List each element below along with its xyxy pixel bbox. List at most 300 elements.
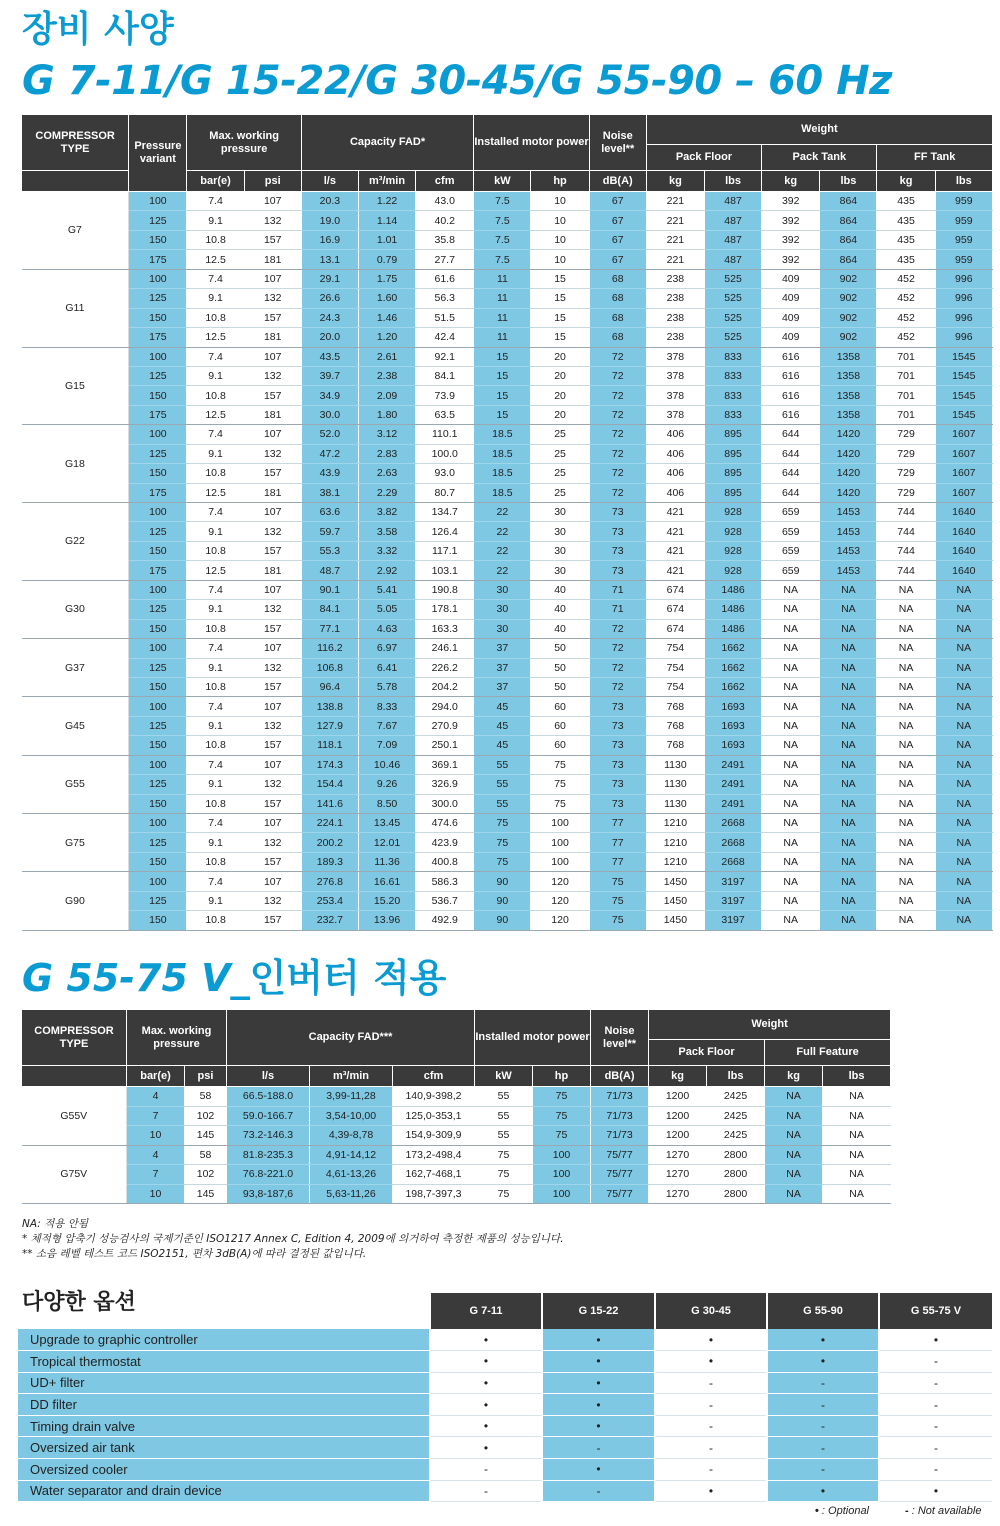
table-cell: 1420 [820, 483, 877, 502]
table-cell: 132 [244, 775, 301, 794]
table-row [22, 755, 993, 774]
table-cell: 525 [704, 289, 761, 308]
table-cell: NA [935, 891, 992, 910]
table-cell: 9.1 [187, 891, 244, 910]
table-cell: 435 [877, 192, 935, 211]
table-cell: 1210 [646, 833, 704, 852]
table-cell: 744 [877, 561, 935, 580]
page-title-korean: 장비 사양 [22, 9, 174, 50]
table-cell: NA [935, 755, 992, 774]
table-cell: 1210 [646, 814, 704, 833]
table-cell: 73 [589, 697, 646, 716]
table-cell: 20 [531, 405, 589, 424]
table-cell: 7.4 [187, 347, 244, 366]
options-header-blank [18, 1293, 430, 1329]
table-cell: 107 [244, 814, 301, 833]
table-cell: 50 [531, 639, 589, 658]
table-row [22, 211, 993, 230]
unit-header: dB(A) [589, 171, 646, 192]
table-cell: 1693 [704, 697, 761, 716]
table-cell: 392 [762, 211, 820, 230]
table-cell: 181 [244, 561, 301, 580]
unit-header: l/s [301, 171, 358, 192]
table-cell: 996 [935, 269, 992, 288]
option-name: DD filter [18, 1394, 430, 1416]
table-cell: 48.7 [301, 561, 358, 580]
option-name: Timing drain valve [18, 1415, 430, 1437]
compressor-type-cell: G30 [22, 580, 129, 638]
table-cell: 435 [877, 230, 935, 249]
table-cell: 134.7 [416, 503, 474, 522]
table-cell: 7.4 [187, 503, 244, 522]
table-cell: 996 [935, 308, 992, 327]
table-cell: 181 [244, 250, 301, 269]
table-cell: NA [877, 697, 935, 716]
table-cell: 10.8 [187, 911, 244, 930]
table-cell: 75 [475, 1165, 533, 1185]
table-cell: 73 [589, 561, 646, 580]
table-cell: NA [935, 872, 992, 891]
unit-header: kg [765, 1066, 823, 1087]
table-cell: 77 [589, 833, 646, 852]
table-cell: 125 [129, 522, 187, 541]
footnote-capacity: * 체적형 압축기 성능검사의 국제기준인 ISO1217 Annex C, Edition 4, 2009에 의거하여 측정한 제품의 성능입니다. [22, 1233, 564, 1245]
unit-header: kg [649, 1066, 707, 1087]
table-cell: NA [820, 852, 877, 871]
option-availability: - [655, 1372, 767, 1394]
table-cell: NA [762, 639, 820, 658]
table-cell: NA [877, 872, 935, 891]
table-cell: NA [820, 755, 877, 774]
table-row [22, 444, 993, 463]
table-cell: 181 [244, 483, 301, 502]
table-cell: 221 [646, 211, 704, 230]
table-cell: 150 [129, 230, 187, 249]
table-cell: 400.8 [416, 852, 474, 871]
header-motor-power: Installed motor power [474, 115, 589, 171]
table-cell: 421 [646, 522, 704, 541]
table-cell: 72 [589, 366, 646, 385]
table-cell: 768 [646, 736, 704, 755]
table-cell: 1453 [820, 522, 877, 541]
table-cell: 487 [704, 250, 761, 269]
table-cell: 125 [129, 211, 187, 230]
table-cell: 232.7 [301, 911, 358, 930]
option-name: Oversized cooler [18, 1459, 430, 1481]
table-cell: 47.2 [301, 444, 358, 463]
table-cell: 77 [589, 814, 646, 833]
footnote-na: NA: 적용 안됨 [22, 1218, 89, 1230]
table-cell: 1486 [704, 600, 761, 619]
section-title-inverter-korean: 인버터 적용 [249, 956, 447, 1000]
table-cell: 40 [531, 619, 589, 638]
table-cell: 18.5 [474, 425, 531, 444]
table-cell: 15 [474, 366, 531, 385]
table-cell: 2491 [704, 755, 761, 774]
table-cell: 959 [935, 230, 992, 249]
table-row [22, 891, 993, 910]
table-cell: 674 [646, 580, 704, 599]
table-cell: 132 [244, 891, 301, 910]
table-cell: 1607 [935, 425, 992, 444]
table-cell: 9.1 [187, 716, 244, 735]
table-cell: NA [762, 600, 820, 619]
footnote-noise: ** 소음 레벨 테스트 코드 ISO2151, 편차 3dB(A)에 따라 결정된 값입니다. [22, 1248, 367, 1260]
table-cell: 1.14 [358, 211, 415, 230]
compressor-type-cell: G75V [22, 1145, 127, 1204]
table-cell: 2800 [707, 1184, 765, 1204]
table-cell: 246.1 [416, 639, 474, 658]
table-cell: 150 [129, 677, 187, 696]
table-cell: 75 [589, 872, 646, 891]
table-cell: 7.5 [474, 192, 531, 211]
option-availability: • [430, 1415, 542, 1437]
table-cell: 56.3 [416, 289, 474, 308]
table-cell: 39.7 [301, 366, 358, 385]
compressor-type-cell: G75 [22, 814, 129, 872]
table-cell: 73 [589, 541, 646, 560]
table-cell: 107 [244, 872, 301, 891]
table-cell: 928 [704, 503, 761, 522]
table-cell: 90.1 [301, 580, 358, 599]
table-cell: 300.0 [416, 794, 474, 813]
table-cell: 68 [589, 328, 646, 347]
table-cell: 84.1 [301, 600, 358, 619]
table-cell: 902 [820, 328, 877, 347]
table-cell: 833 [704, 386, 761, 405]
table-cell: 157 [244, 464, 301, 483]
table-cell: 4 [127, 1145, 185, 1165]
table-cell: 15 [474, 386, 531, 405]
table-cell: 435 [877, 211, 935, 230]
table-cell: 72 [589, 483, 646, 502]
table-cell: 895 [704, 483, 761, 502]
table-cell: 1693 [704, 716, 761, 735]
option-name: Upgrade to graphic controller [18, 1329, 430, 1351]
table-cell: 157 [244, 230, 301, 249]
header-pack-tank: Pack Tank [762, 145, 877, 171]
table-cell: 132 [244, 444, 301, 463]
table-cell: 0.79 [358, 250, 415, 269]
table-cell: 157 [244, 794, 301, 813]
table-cell: 100 [129, 580, 187, 599]
table-cell: 221 [646, 230, 704, 249]
table-cell: 107 [244, 755, 301, 774]
table-row [22, 192, 993, 211]
table-cell: NA [935, 697, 992, 716]
table-cell: 13.1 [301, 250, 358, 269]
table-row [22, 250, 993, 269]
table-cell: 107 [244, 269, 301, 288]
table-cell: 729 [877, 444, 935, 463]
table-cell: 250.1 [416, 736, 474, 755]
table-cell: 145 [185, 1184, 227, 1204]
table-cell: 92.1 [416, 347, 474, 366]
table-cell: 125 [129, 600, 187, 619]
options-column-header: G 55-90 [767, 1293, 879, 1329]
table-cell: 15 [531, 269, 589, 288]
table-cell: 864 [820, 211, 877, 230]
table-row [22, 658, 993, 677]
option-availability: • [655, 1480, 767, 1502]
table-cell: 452 [877, 269, 935, 288]
legend-not-available [905, 1505, 981, 1517]
table-cell: 30 [474, 600, 531, 619]
table-cell: 406 [646, 425, 704, 444]
table-cell: 833 [704, 347, 761, 366]
table-cell: 1453 [820, 541, 877, 560]
table-cell: 1450 [646, 891, 704, 910]
table-cell: 452 [877, 308, 935, 327]
table-cell: 487 [704, 211, 761, 230]
table-cell: 76.8-221.0 [227, 1165, 310, 1185]
table-row [22, 289, 993, 308]
header-capacity: Capacity FAD* [301, 115, 474, 171]
table-cell: 25 [531, 444, 589, 463]
table-cell: NA [935, 775, 992, 794]
table-cell: 1130 [646, 775, 704, 794]
table-cell: 58 [185, 1145, 227, 1165]
table-cell: 616 [762, 366, 820, 385]
option-availability: • [542, 1329, 655, 1351]
table-cell: NA [935, 736, 992, 755]
table-cell: 10 [127, 1184, 185, 1204]
table-row [22, 1184, 891, 1204]
table-cell: 10.8 [187, 308, 244, 327]
option-availability: - [767, 1415, 879, 1437]
table-cell: 10.8 [187, 619, 244, 638]
table-row [22, 347, 993, 366]
option-availability: - [430, 1459, 542, 1481]
option-availability: - [542, 1437, 655, 1459]
header-compressor-type: COMPRESSOR TYPE [22, 1010, 127, 1066]
table-cell: NA [762, 716, 820, 735]
table-cell: 768 [646, 716, 704, 735]
table-cell: 406 [646, 444, 704, 463]
table-cell: NA [765, 1145, 823, 1165]
table-cell: 72 [589, 639, 646, 658]
table-cell: 42.4 [416, 328, 474, 347]
option-name: Oversized air tank [18, 1437, 430, 1459]
table-cell: 100 [129, 269, 187, 288]
compressor-type-cell: G55 [22, 755, 129, 813]
table-cell: NA [935, 658, 992, 677]
table-cell: 150 [129, 794, 187, 813]
table-cell: 162,7-468,1 [393, 1165, 475, 1185]
table-cell: 12.01 [358, 833, 415, 852]
table-cell: 150 [129, 852, 187, 871]
table-cell: 378 [646, 405, 704, 424]
table-cell: 1545 [935, 347, 992, 366]
table-row [22, 1087, 891, 1107]
table-cell: 157 [244, 736, 301, 755]
table-cell: 5.78 [358, 677, 415, 696]
table-cell: 10 [531, 211, 589, 230]
table-cell: 959 [935, 211, 992, 230]
table-cell: 22 [474, 522, 531, 541]
table-cell: NA [820, 891, 877, 910]
table-cell: NA [762, 794, 820, 813]
options-column-header: G 7-11 [430, 1293, 542, 1329]
table-cell: NA [823, 1126, 891, 1146]
table-cell: NA [877, 891, 935, 910]
table-cell: 132 [244, 600, 301, 619]
table-cell: NA [820, 911, 877, 930]
table-cell: 9.1 [187, 289, 244, 308]
table-cell: 132 [244, 658, 301, 677]
table-cell: NA [935, 600, 992, 619]
table-cell: 198,7-397,3 [393, 1184, 475, 1204]
table-cell: NA [935, 852, 992, 871]
table-cell: 421 [646, 541, 704, 560]
table-cell: 1270 [649, 1145, 707, 1165]
table-cell: 75 [531, 775, 589, 794]
table-row [22, 1126, 891, 1146]
table-cell: 72 [589, 405, 646, 424]
table-row [22, 541, 993, 560]
table-cell: 378 [646, 347, 704, 366]
table-cell: 644 [762, 464, 820, 483]
header-full-feature: Full Feature [765, 1040, 891, 1066]
table-row [22, 328, 993, 347]
table-row [22, 697, 993, 716]
table-cell: 7.4 [187, 639, 244, 658]
table-cell: NA [935, 911, 992, 930]
table-cell: 38.1 [301, 483, 358, 502]
option-name: Water separator and drain device [18, 1480, 430, 1502]
table-cell: 181 [244, 328, 301, 347]
table-cell: 902 [820, 308, 877, 327]
table-cell: 744 [877, 541, 935, 560]
unit-header: dB(A) [591, 1066, 649, 1087]
table-cell: NA [820, 600, 877, 619]
table-cell: 24.3 [301, 308, 358, 327]
table-cell: 2491 [704, 794, 761, 813]
table-cell: 40 [531, 580, 589, 599]
table-row [22, 503, 993, 522]
table-cell: 8.50 [358, 794, 415, 813]
section-title-inverter-models: G 55-75 V_ [22, 956, 250, 1000]
table-cell: NA [820, 619, 877, 638]
table-cell: NA [877, 794, 935, 813]
table-cell: 928 [704, 541, 761, 560]
table-cell: 20 [531, 366, 589, 385]
table-cell: 996 [935, 328, 992, 347]
table-cell: 55.3 [301, 541, 358, 560]
table-cell: 73 [589, 736, 646, 755]
table-cell: 73.2-146.3 [227, 1126, 310, 1146]
table-cell: 125 [129, 658, 187, 677]
table-cell: 132 [244, 211, 301, 230]
table-cell: NA [820, 697, 877, 716]
table-cell: 1486 [704, 619, 761, 638]
table-cell: 75 [589, 911, 646, 930]
table-cell: 55 [474, 794, 531, 813]
table-cell: 1486 [704, 580, 761, 599]
table-cell: 157 [244, 308, 301, 327]
table-cell: 238 [646, 308, 704, 327]
compressor-type-cell: G37 [22, 639, 129, 697]
table-cell: 1450 [646, 872, 704, 891]
table-cell: NA [762, 619, 820, 638]
table-cell: 100 [129, 755, 187, 774]
table-cell: 7 [127, 1106, 185, 1126]
table-cell: 2668 [704, 833, 761, 852]
table-cell: 18.5 [474, 444, 531, 463]
table-row [22, 580, 993, 599]
option-availability: • [542, 1415, 655, 1437]
table-cell: 68 [589, 289, 646, 308]
table-cell: 40 [531, 600, 589, 619]
unit-header: m³/min [358, 171, 415, 192]
table-cell: 9.1 [187, 211, 244, 230]
table-cell: 1358 [820, 386, 877, 405]
table-cell: 226.2 [416, 658, 474, 677]
table-cell: 1.60 [358, 289, 415, 308]
table-cell: 58 [185, 1087, 227, 1107]
table-cell: 100 [129, 697, 187, 716]
table-cell: 125 [129, 833, 187, 852]
table-cell: 100 [533, 1145, 591, 1165]
table-cell: 10.8 [187, 852, 244, 871]
table-cell: 895 [704, 464, 761, 483]
option-availability: • [542, 1351, 655, 1373]
table-cell: 2.83 [358, 444, 415, 463]
table-cell: NA [877, 833, 935, 852]
table-cell: 75 [533, 1126, 591, 1146]
compressor-type-cell: G15 [22, 347, 129, 425]
table-cell: 125 [129, 289, 187, 308]
table-cell: 30 [474, 619, 531, 638]
table-row [22, 1106, 891, 1126]
option-availability: - [655, 1394, 767, 1416]
table-cell: 221 [646, 192, 704, 211]
table-cell: 5,63-11,26 [310, 1184, 393, 1204]
table-cell: 270.9 [416, 716, 474, 735]
table-cell: 996 [935, 289, 992, 308]
table-cell: 35.8 [416, 230, 474, 249]
table-cell: 59.7 [301, 522, 358, 541]
table-cell: 20.3 [301, 192, 358, 211]
table-cell: 1607 [935, 464, 992, 483]
table-cell: NA [762, 658, 820, 677]
table-cell: 72 [589, 425, 646, 444]
table-cell: 138.8 [301, 697, 358, 716]
table-cell: 200.2 [301, 833, 358, 852]
table-cell: 175 [129, 250, 187, 269]
table-cell: 659 [762, 503, 820, 522]
table-cell: 10.46 [358, 755, 415, 774]
table-cell: 43.9 [301, 464, 358, 483]
compressor-type-cell: G18 [22, 425, 129, 503]
table-cell: 45 [474, 697, 531, 716]
options-row [18, 1351, 992, 1373]
table-cell: 2425 [707, 1087, 765, 1107]
table-cell: 75 [474, 814, 531, 833]
table-cell: 744 [877, 522, 935, 541]
table-cell: 80.7 [416, 483, 474, 502]
table-row [22, 775, 993, 794]
table-cell: 125 [129, 775, 187, 794]
table-cell: 674 [646, 600, 704, 619]
table-cell: 15 [474, 347, 531, 366]
table-cell: 72 [589, 347, 646, 366]
unit-header: psi [244, 171, 301, 192]
table-cell: 1358 [820, 405, 877, 424]
table-cell: 43.5 [301, 347, 358, 366]
option-availability: - [542, 1480, 655, 1502]
table-cell: 107 [244, 347, 301, 366]
